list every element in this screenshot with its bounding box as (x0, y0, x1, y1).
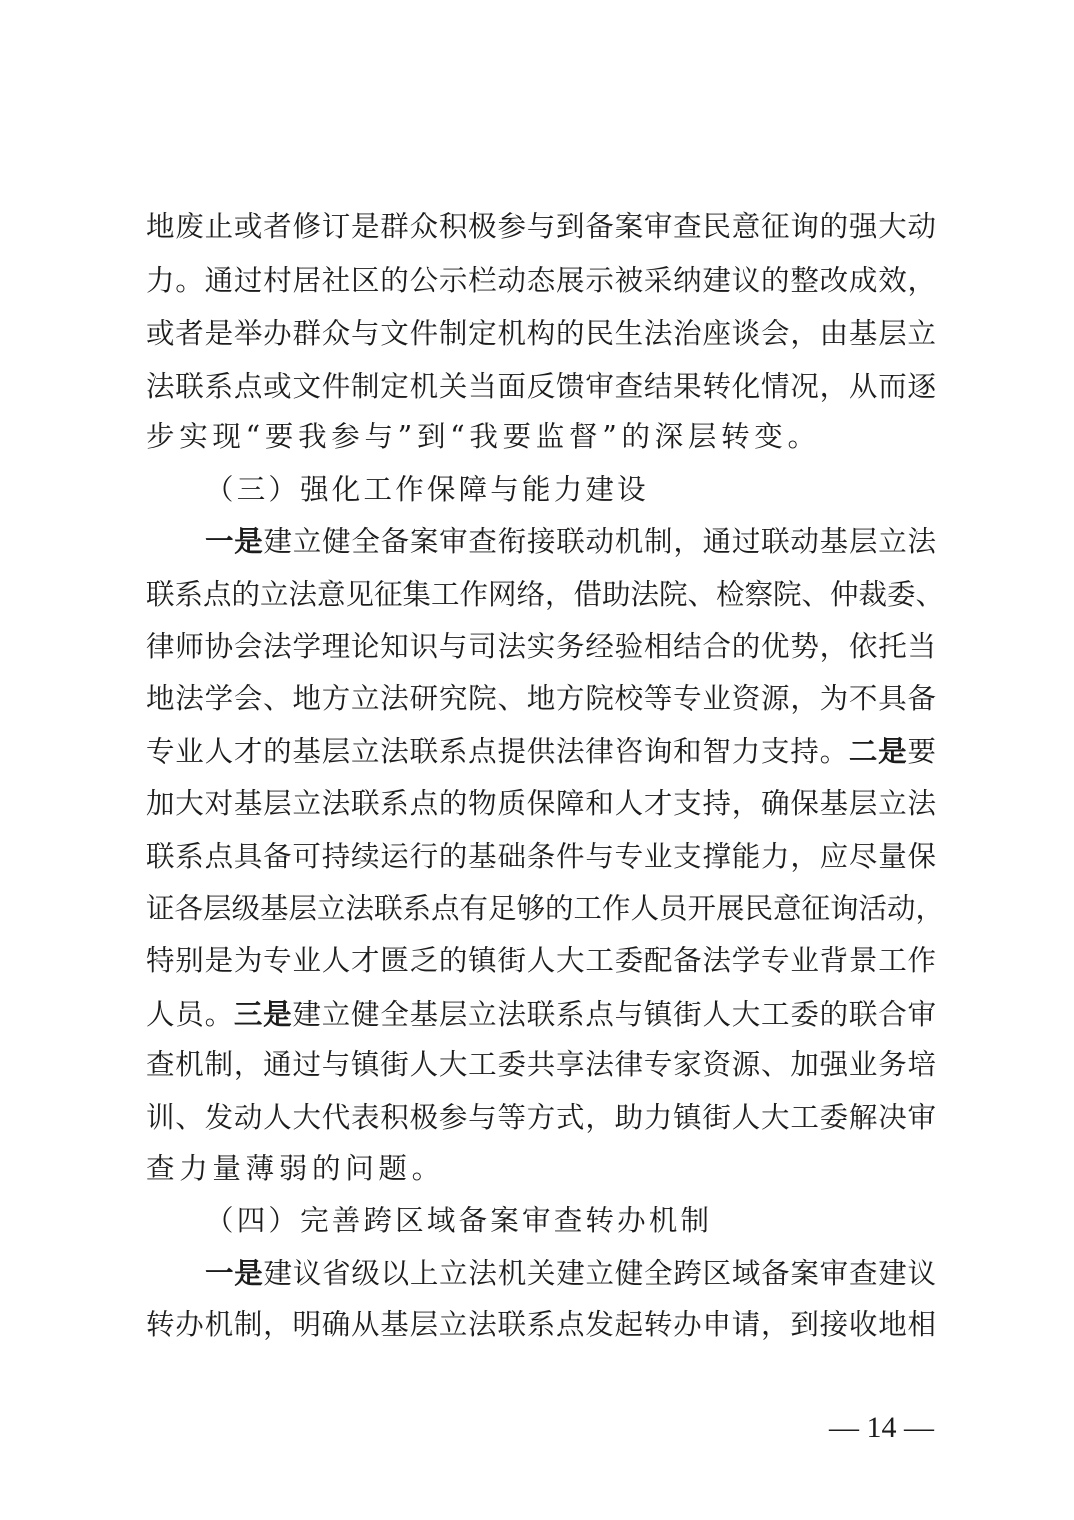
paragraph-line: 人员。三是建立健全基层立法联系点与镇街人大工委的联合审 (146, 997, 936, 1031)
emphasis-lead: 一是 (205, 524, 264, 558)
page-number: — 14 — (829, 1411, 934, 1444)
section-heading: （四）完善跨区域备案审查转办机制 (205, 1204, 713, 1237)
paragraph-line: 联系点具备可持续运行的基础条件与专业支撑能力，应尽量保 (146, 840, 936, 873)
paragraph-line: 法联系点或文件制定机关当面反馈审查结果转化情况，从而逐 (146, 370, 936, 403)
emphasis-lead: 一是 (205, 1256, 264, 1290)
paragraph-line: 查机制，通过与镇街人大工委共享法律专家资源、加强业务培 (146, 1048, 936, 1081)
paragraph-line: 律师协会法学理论知识与司法实务经验相结合的优势，依托当 (146, 630, 936, 663)
section-heading: （三）强化工作保障与能力建设 (205, 473, 649, 506)
paragraph-line: 一是建议省级以上立法机关建立健全跨区域备案审查建议 (205, 1256, 936, 1290)
paragraph-line: 一是建立健全备案审查衔接联动机制，通过联动基层立法 (205, 524, 936, 558)
paragraph-line: 证各层级基层立法联系点有足够的工作人员开展民意征询活动， (146, 892, 945, 925)
paragraph-line: 力。通过村居社区的公示栏动态展示被采纳建议的整改成效， (146, 264, 936, 297)
paragraph-line: 专业人才的基层立法联系点提供法律咨询和智力支持。二是要 (146, 734, 936, 768)
emphasis-lead: 二是 (848, 734, 908, 768)
paragraph-line: 联系点的立法意见征集工作网络，借助法院、检察院、仲裁委、 (146, 578, 945, 611)
emphasis-lead: 三是 (233, 997, 293, 1031)
paragraph-line: 特别是为专业人才匮乏的镇街人大工委配备法学专业背景工作 (146, 944, 936, 977)
paragraph-line: 步实现“要我参与”到“我要监督”的深层转变。 (146, 420, 821, 453)
paragraph-line: 加大对基层立法联系点的物质保障和人才支持，确保基层立法 (146, 787, 936, 820)
paragraph-line: 查力量薄弱的问题。 (146, 1152, 445, 1185)
paragraph-line: 训、发动人大代表积极参与等方式，助力镇街人大工委解决审 (146, 1101, 936, 1134)
paragraph-line: 地废止或者修订是群众积极参与到备案审查民意征询的强大动 (146, 210, 936, 243)
paragraph-line: 或者是举办群众与文件制定机构的民生法治座谈会，由基层立 (146, 317, 936, 350)
paragraph-line: 转办机制，明确从基层立法联系点发起转办申请，到接收地相 (146, 1308, 936, 1341)
paragraph-line: 地法学会、地方立法研究院、地方院校等专业资源，为不具备 (146, 682, 936, 715)
